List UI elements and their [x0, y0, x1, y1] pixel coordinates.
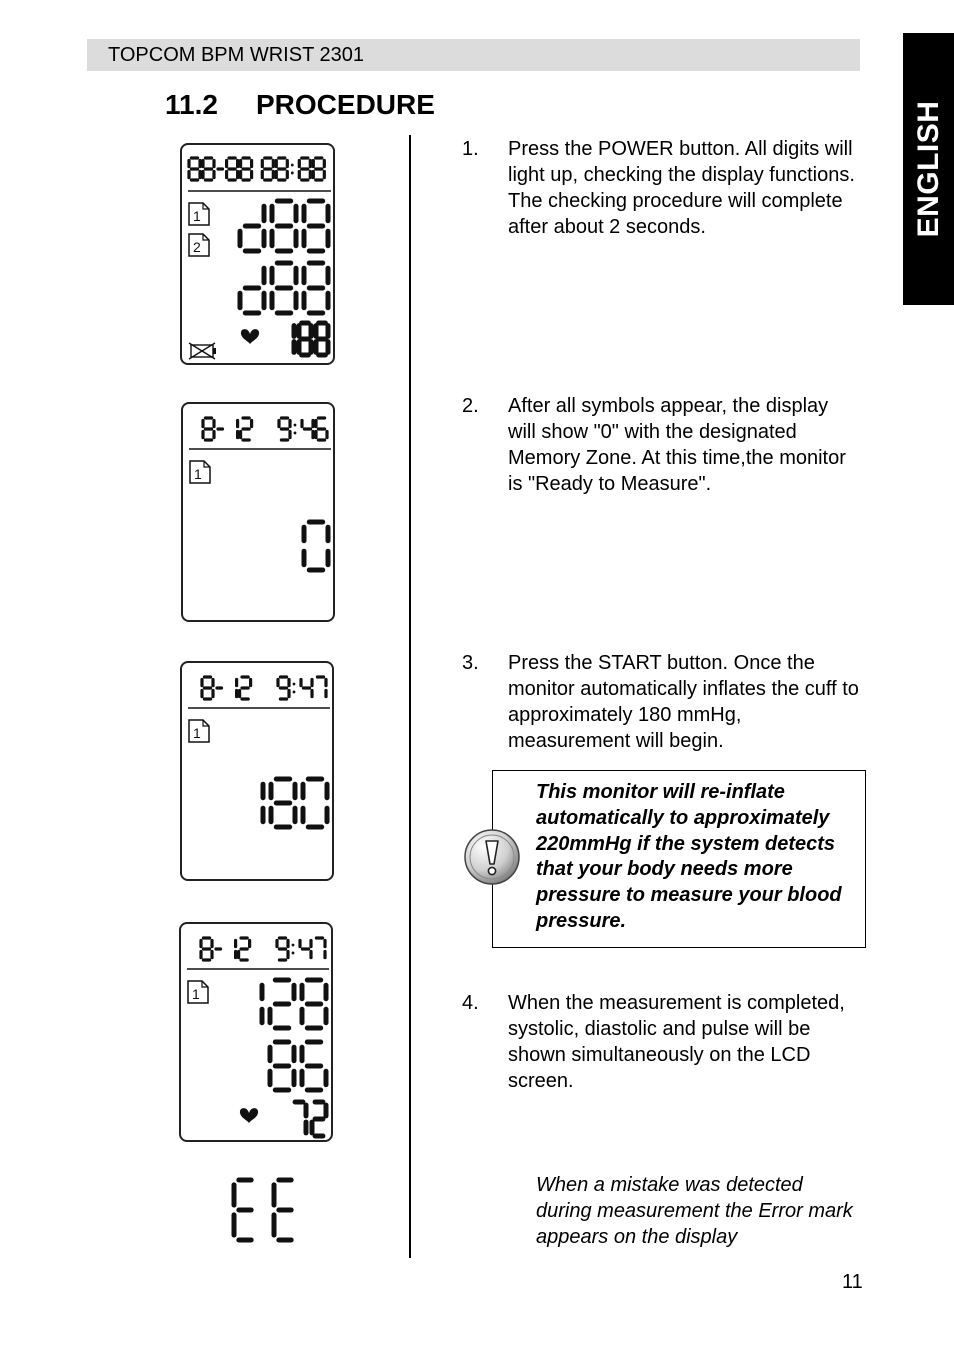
lcd-segments	[183, 404, 337, 624]
lcd-display-inflating	[180, 661, 334, 881]
memory-zone-icon	[189, 203, 209, 225]
lcd-digit	[316, 323, 328, 355]
lcd-digit	[262, 158, 273, 180]
lcd-digit	[304, 522, 328, 570]
error-note: When a mistake was detected during measurement the Error mark appears on the display	[536, 1174, 853, 1248]
header-title: TOPCOM BPM WRIST 2301	[108, 44, 364, 66]
lcd-digit	[300, 940, 311, 957]
lcd-digit	[272, 201, 296, 251]
lcd-digit	[227, 158, 238, 180]
lcd-digit	[299, 323, 311, 355]
error-mark-display	[226, 1172, 316, 1252]
step-text: After all symbols appear, the display will show "0" with the designated Memory Zone. At this time,the monitor is "Ready to Measure".	[508, 395, 846, 495]
lcd-digit	[312, 1102, 326, 1136]
step-number: 3.	[462, 652, 479, 674]
lcd-display-result	[179, 922, 333, 1142]
lcd-colon	[291, 164, 294, 175]
lcd-colon	[292, 944, 295, 955]
lcd-digit	[272, 263, 296, 313]
lcd-colon	[293, 683, 296, 694]
heart-icon	[240, 1108, 258, 1123]
memory-zone-label: 1	[192, 986, 200, 1002]
lcd-display-ready	[181, 402, 335, 622]
memory-zone-label: 1	[194, 466, 202, 482]
memory-zone-label: 2	[193, 239, 201, 255]
language-tab-label: ENGLISH	[911, 100, 945, 238]
lcd-digit	[302, 420, 313, 437]
column-divider	[409, 135, 411, 1258]
lcd-digit	[270, 980, 294, 1028]
lcd-segments	[182, 145, 337, 367]
memory-zone-icon	[189, 720, 209, 742]
lcd-digit	[241, 418, 252, 440]
memory-zone-label: 1	[193, 208, 201, 224]
lcd-digit	[304, 201, 328, 251]
lcd-digit	[299, 158, 310, 180]
section-title: PROCEDURE	[256, 89, 435, 120]
lcd-digit	[201, 938, 212, 960]
step-text: Press the START button. Once the monitor automatically inflates the cuff to approximately 180 mmHg, measurement will begin.	[508, 652, 859, 752]
lcd-digit	[278, 677, 289, 699]
lcd-digit	[316, 418, 327, 440]
notice-box	[492, 770, 866, 948]
lcd-digit	[240, 206, 264, 251]
lcd-segments	[181, 924, 335, 1144]
running-header	[87, 39, 860, 71]
lcd-digit	[279, 418, 290, 440]
lcd-display-all-segments	[180, 143, 335, 365]
notice-text: This monitor will re-inflate automatically to approximately 220mmHg if the system detects that your body needs more pressure to measure your blood pressure.	[536, 781, 842, 932]
lcd-digit	[240, 268, 264, 313]
lcd-digit	[302, 1042, 326, 1090]
lcd-digit	[240, 677, 251, 699]
memory-zone-icon	[188, 981, 208, 1003]
lcd-digit	[270, 1042, 294, 1090]
memory-zone-icon	[189, 234, 209, 256]
lcd-digit	[203, 418, 214, 440]
lcd-digit	[234, 1180, 251, 1240]
battery-icon	[189, 343, 216, 359]
lcd-digit	[277, 938, 288, 960]
lcd-segments	[182, 663, 336, 883]
language-tab	[903, 33, 954, 305]
lcd-digit	[271, 779, 295, 827]
step-number: 1.	[462, 138, 479, 160]
lcd-digit	[301, 679, 312, 696]
lcd-digit	[316, 938, 325, 958]
lcd-digit	[303, 779, 327, 827]
lcd-digit	[189, 158, 200, 180]
lcd-digit	[302, 980, 326, 1028]
lcd-digit	[317, 677, 326, 697]
memory-zone-icon	[190, 461, 210, 483]
lcd-colon	[294, 424, 297, 435]
step-number: 2.	[462, 395, 479, 417]
exclamation-icon	[463, 828, 521, 886]
step-text: When the measurement is completed, systolic, diastolic and pulse will be shown simultaneously on the LCD screen.	[508, 992, 845, 1092]
lcd-digit	[241, 158, 252, 180]
lcd-digit	[202, 677, 213, 699]
lcd-digit	[274, 1180, 291, 1240]
lcd-digit	[313, 158, 324, 180]
lcd-digit	[239, 938, 250, 960]
heart-icon	[241, 329, 259, 344]
section-number: 11.2	[165, 89, 218, 120]
lcd-digit	[295, 1102, 306, 1133]
memory-zone-label: 1	[193, 725, 201, 741]
lcd-digit	[276, 158, 287, 180]
lcd-digit	[304, 263, 328, 313]
step-text: Press the POWER button. All digits will light up, checking the display functions. The checking procedure will complete after about 2 seconds.	[508, 138, 855, 238]
step-number: 4.	[462, 992, 479, 1014]
page-number: 11	[842, 1271, 863, 1293]
lcd-digit	[203, 158, 214, 180]
